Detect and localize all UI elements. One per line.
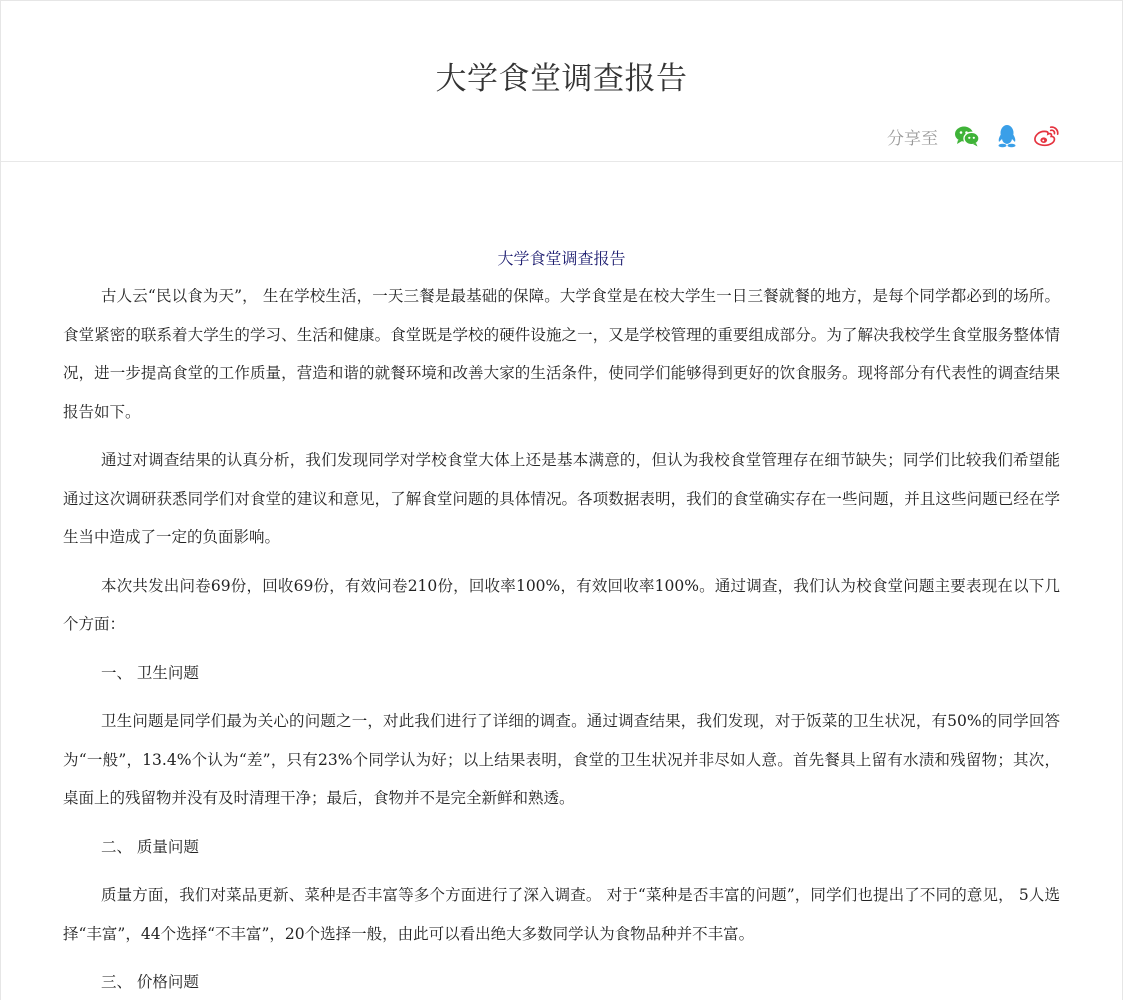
section-heading-hygiene: 一、 卫生问题 — [101, 663, 199, 682]
document-title: 大学食堂调查报告 — [497, 249, 626, 268]
section-heading-price: 三、 价格问题 — [101, 973, 199, 991]
share-label: 分享至 — [887, 128, 938, 149]
qq-icon[interactable] — [994, 123, 1020, 149]
weibo-icon[interactable] — [1034, 123, 1060, 149]
article-header — [1, 1, 1122, 162]
article-body — [1, 246, 1122, 1000]
paragraph-hygiene: 卫生问题是同学们最为关心的问题之一，对此我们进行了详细的调查。通过调查结果，我们发现，对于饭菜的卫生状况，有50%的同学回答为“一般”，13.4%个认为“差”，只有23%个同学认为好；以上结果表明，食堂的卫生状况并非尽如人意。首先餐具上留有水渍和残留物；其次，桌面上的残留物并没有及时清理干净；最后，食物并不是完全新鲜和熟透。 — [63, 712, 1060, 807]
paragraph-analysis: 通过对调查结果的认真分析，我们发现同学对学校食堂大体上还是基本满意的，但认为我校食堂管理存在细节缺失；同学们比较我们希望能通过这次调研获悉同学们对食堂的建议和意见，了解食堂问题的具体情况。各项数据表明，我们的食堂确实存在一些问题，并且这些问题已经在学生当中造成了一定的负面影响。 — [63, 451, 1060, 546]
paragraph-quality: 质量方面，我们对菜品更新、菜种是否丰富等多个方面进行了深入调查。 对于“菜种是否丰富的问题”，同学们也提出了不同的意见， 5人选择“丰富”，44个选择“不丰富”，20个选择一般，由此可以看出绝大多数同学认为食物品种并不丰富。 — [63, 886, 1060, 943]
paragraph-survey-stats: 本次共发出问卷69份，回收69份，有效问卷210份，回收率100%，有效回收率100%。通过调查，我们认为校食堂问题主要表现在以下几个方面： — [63, 576, 1060, 633]
section-heading-quality: 二、 质量问题 — [101, 837, 199, 856]
wechat-icon[interactable] — [954, 123, 980, 149]
share-bar — [887, 123, 1060, 149]
page-title: 大学食堂调查报告 — [435, 61, 688, 97]
paragraph-intro: 古人云“民以食为天”， 生在学校生活，一天三餐是最基础的保障。大学食堂是在校大学生一日三餐就餐的地方，是每个同学都必到的场所。食堂紧密的联系着大学生的学习、生活和健康。食堂既是学校的硬件设施之一，又是学校管理的重要组成部分。为了解决我校学生食堂服务整体情况，进一步提高食堂的工作质量，营造和谐的就餐环境和改善大家的生活条件，使同学们能够得到更好的饮食服务。现将部分有代表性的调查结果报告如下。 — [63, 287, 1060, 421]
